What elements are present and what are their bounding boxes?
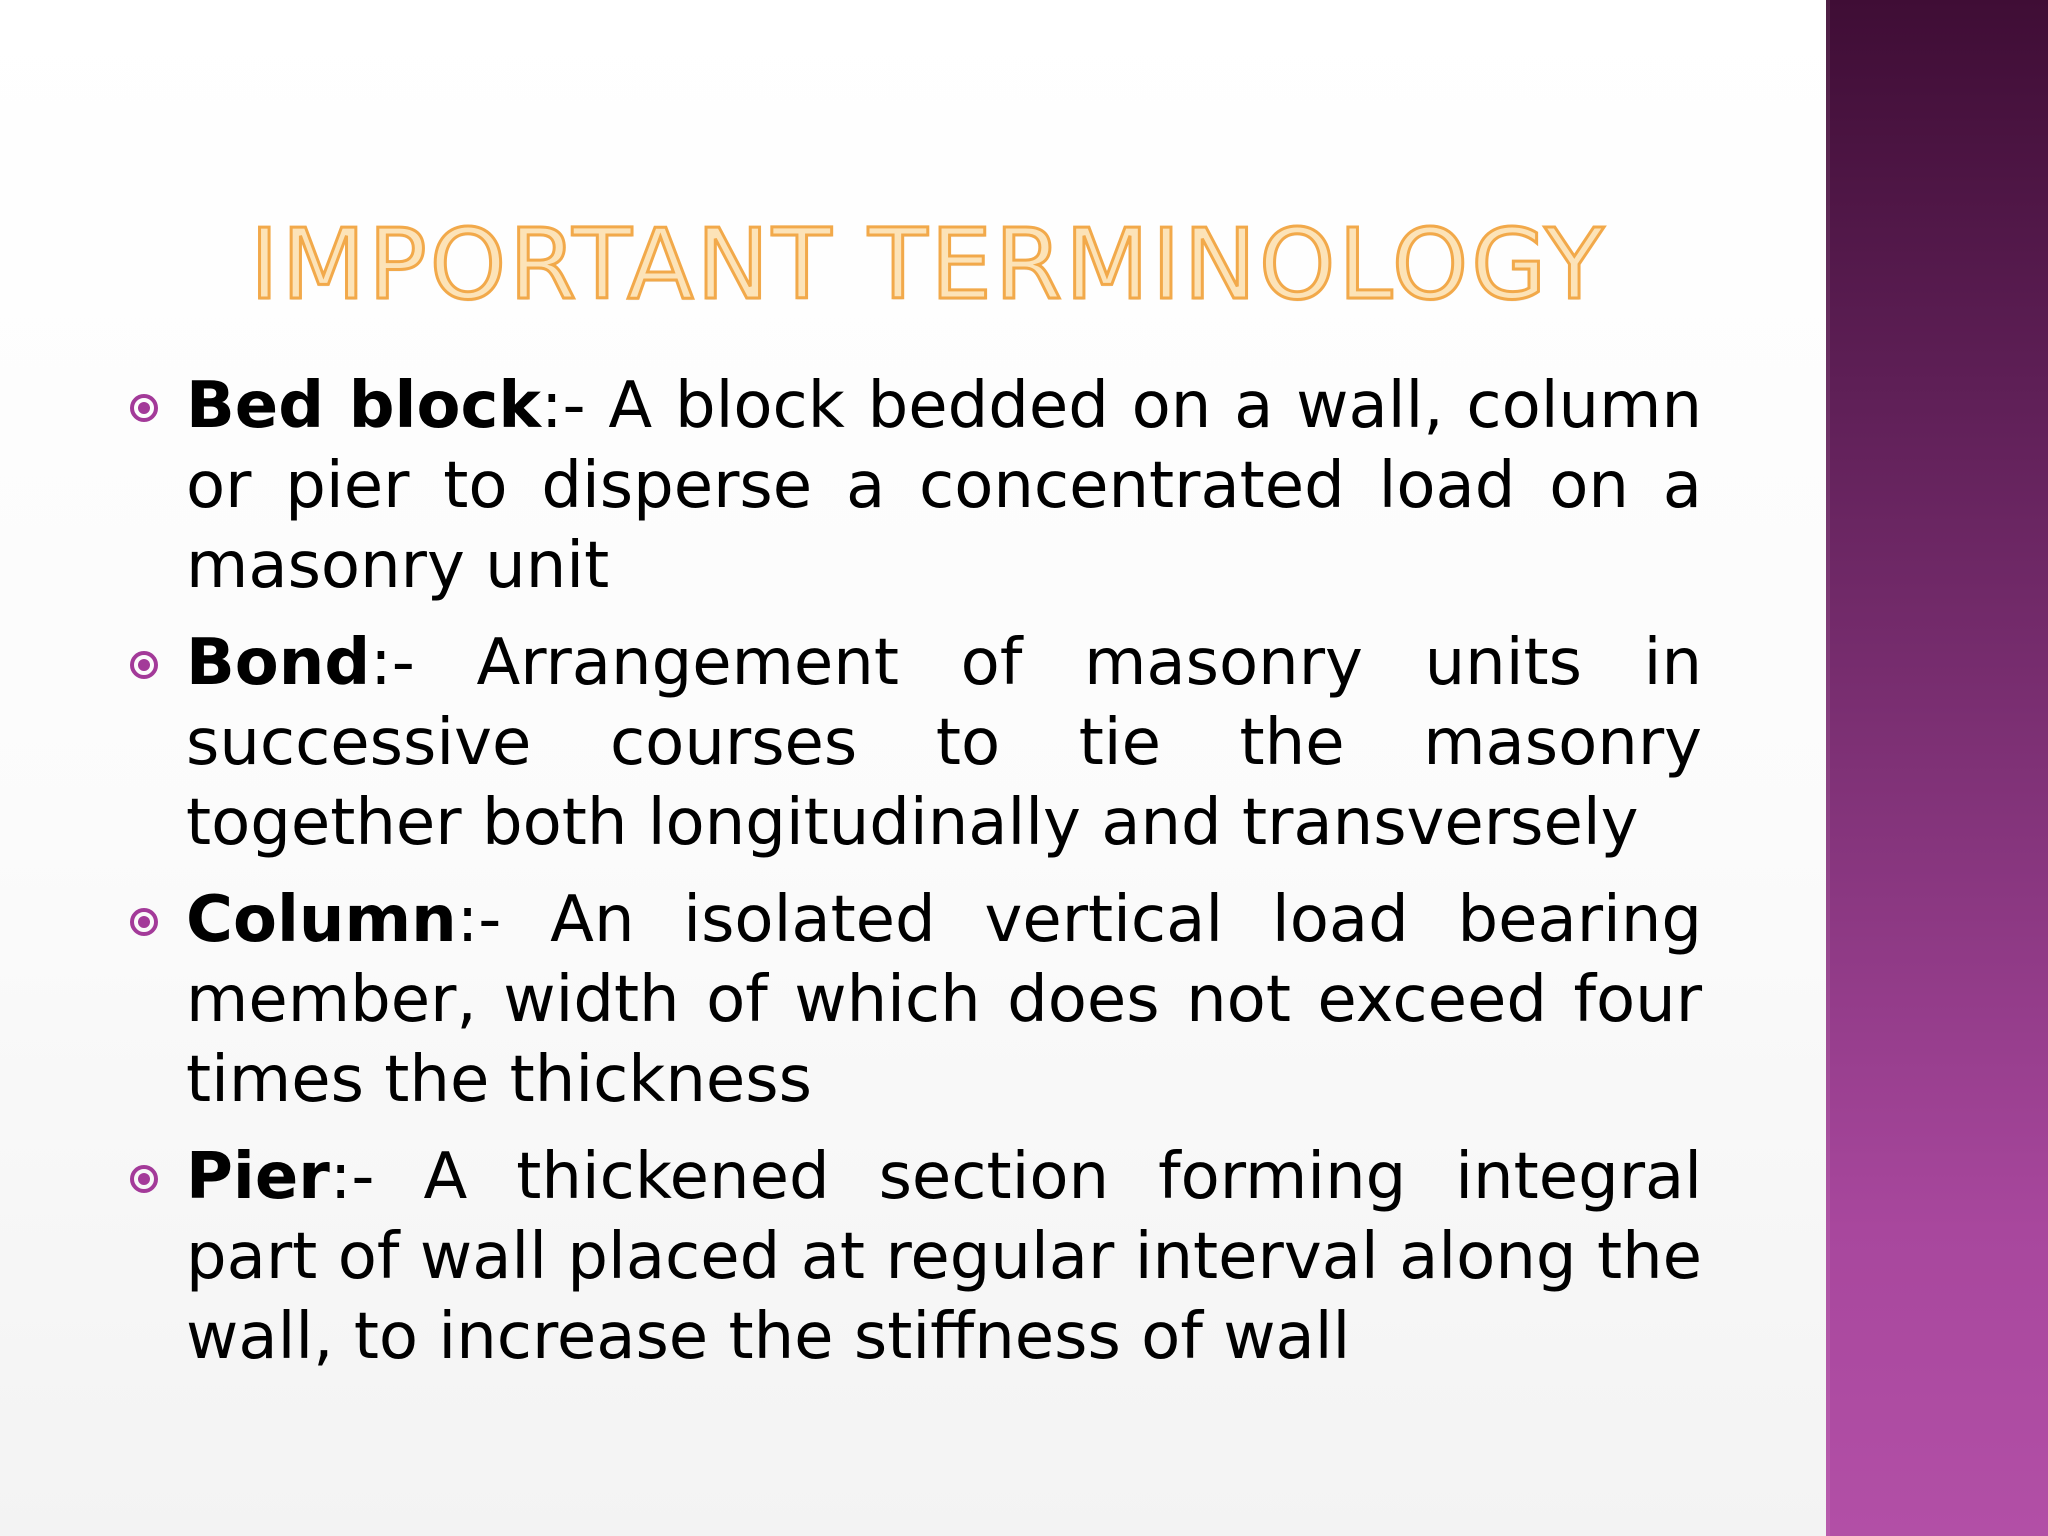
terms-list [130, 366, 1702, 1394]
term-bed-block [130, 366, 1702, 606]
term-column [130, 880, 1702, 1120]
term-definition: An isolated vertical load bearing member, width of which does not exceed four times the thickness [186, 883, 1703, 1117]
bullet-icon [130, 651, 158, 679]
term-name: Bond [186, 626, 371, 700]
bullet-icon [130, 908, 158, 936]
term-separator: :- [329, 1140, 424, 1214]
term-pier [130, 1137, 1702, 1377]
term-definition: A block bedded on a wall, column or pier to disperse a concentrated load on a masonry unit [186, 369, 1703, 603]
term-separator: :- [456, 883, 551, 957]
bullet-icon [130, 1165, 158, 1193]
bullet-icon [130, 394, 158, 422]
term-separator: :- [540, 369, 609, 443]
term-name: Pier [186, 1140, 330, 1214]
sidebar-edge [1826, 0, 1830, 1536]
term-definition: Arrangement of masonry units in successive courses to tie the masonry together both longitudinally and transversely [186, 626, 1702, 860]
term-separator: :- [370, 626, 477, 700]
decorative-sidebar [1826, 0, 2048, 1536]
term-name: Column [186, 883, 457, 957]
slide-title: IMPORTANT TERMINOLOGY [250, 208, 1607, 321]
term-name: Bed block [186, 369, 541, 443]
term-bond [130, 623, 1702, 863]
term-definition: A thickened section forming integral part of wall placed at regular interval along the wall, to increase the stiffness of wall [186, 1140, 1703, 1374]
